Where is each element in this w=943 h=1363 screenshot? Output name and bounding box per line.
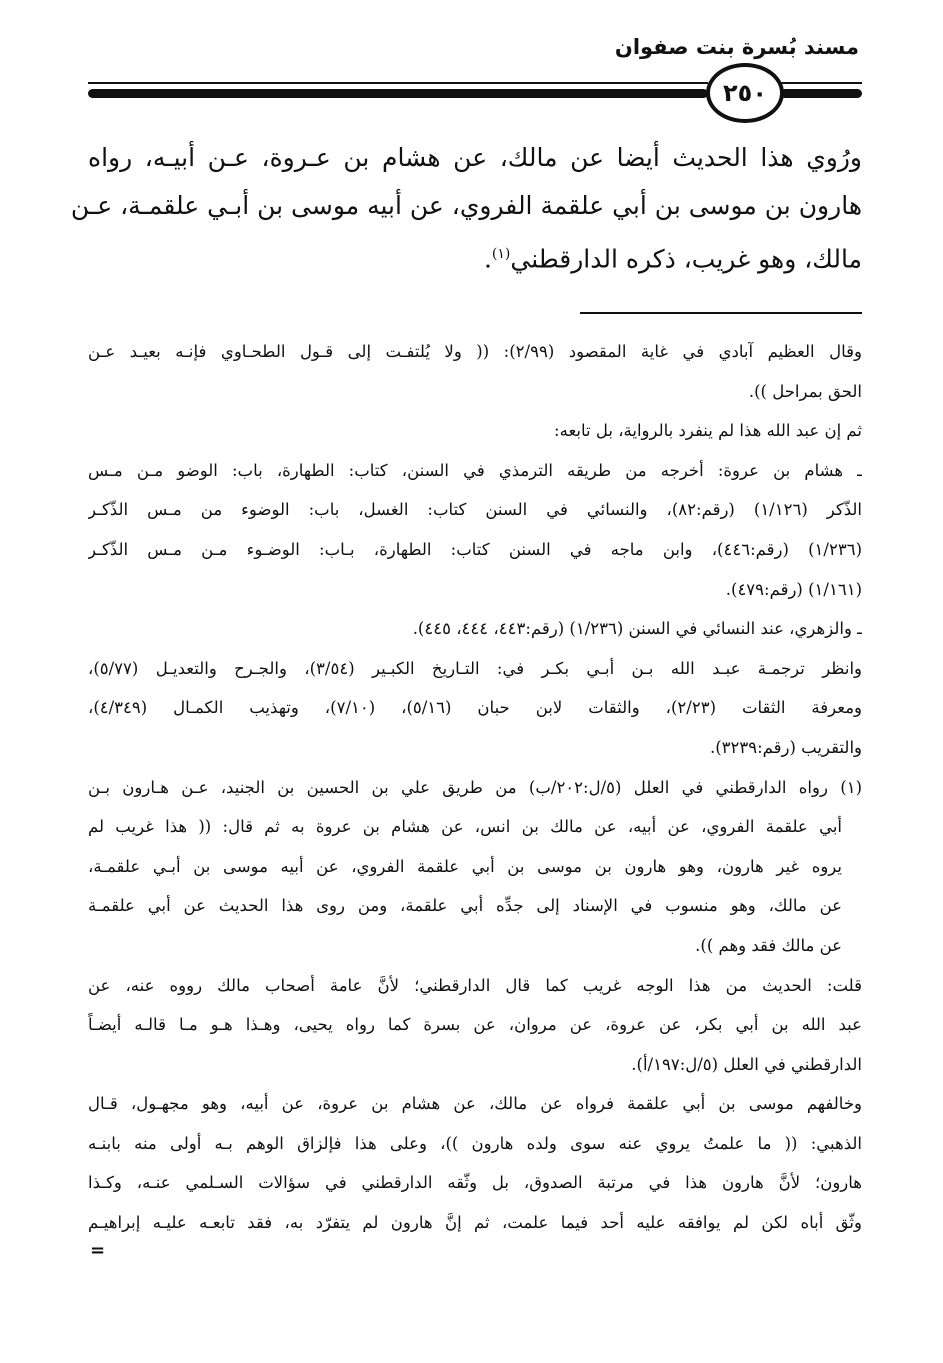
footnote-1-line: (١) رواه الدارقطني في العلل (٥/ل:٢٠٢/ب) من طريق علي بن الحسين بن الجنيد، عـن هـارون بـن (88, 777, 862, 797)
main-text-line-content: مالك، وهو غريب، ذكره الدارقطني (510, 244, 862, 274)
header-rule-thick-right (780, 89, 862, 98)
footnote-line: الذهبي: (( ما علمتُ يروي عنه سوى ولده هارون ))، وعلى هذا فإلزاق الوهم بـه أولى منه بابنـه (88, 1133, 862, 1153)
footnote-line: ـ هشام بن عروة: أخرجه من طريقه الترمذي في السنن، كتاب: الطهارة، باب: الوضو مـن مـس (88, 460, 862, 480)
footnote-1-line: أبي علقمة الفروي، عن أبيه، عن مالك بن انس، عن هشام بن عروة به ثم قال: (( هذا غريب لم (88, 817, 842, 837)
main-text (70, 134, 862, 278)
footnote-line: قلت: الحديث من هذا الوجه غريب كما قال الدارقطني؛ لأنَّ عامة أصحاب مالك رووه عنه، عن (88, 975, 862, 995)
footnote-line: (١/١٦١) (رقم:٤٧٩). (725, 579, 862, 599)
footnote-1-line: عن مالك فقد وهم )). (695, 935, 842, 955)
footnote-line: وقال العظيم آبادي في غاية المقصود (٢/٩٩): (( ولا يُلتفـت إلى قـول الطحـاوي فإنـه بعيـد عـن (88, 342, 862, 361)
footnote-line: ـ والزهري، عند النسائي في السنن (١/٢٣٦) (رقم:٤٤٣، ٤٤٤، ٤٤٥). (412, 619, 862, 639)
footnote-line: عبد الله بن أبي بكر، عن عروة، عن مروان، عن بسرة كما رواه يحيى، وهـذا هـو مـا قالـه أيضـاً (88, 1015, 862, 1035)
header-rule-thin (88, 82, 708, 84)
footnote-line: وثّق أباه لكن لم يوافقه عليه أحد فيما علمت، ثم إنَّ هارون لم يتفرّد به، فقد تابعـه عليـه إبراهيـم (88, 1213, 862, 1233)
main-text-line: هارون بن موسى بن أبي علقمة الفروي، عن أبيه موسى بن أبـي علقمـة، عـن (70, 191, 862, 220)
footnote-line: (١/٢٣٦) (رقم:٤٤٦)، وابن ماجه في السنن كتاب: الطهارة، بـاب: الوضـوء مـن مـس الذّكـر (88, 539, 862, 559)
header-rule-thin-right (780, 82, 862, 84)
footnote-1-line: يروه غير هارون، وهو هارون بن موسى بن أبي علقمة الفروي، عن أبيه موسى بن أبـي علقمـة، (88, 856, 842, 876)
footnote-reference[interactable]: (١) (491, 246, 511, 262)
header-rule-thick (88, 89, 708, 98)
footnote-line: الحق بمراحل )). (748, 381, 862, 401)
footnote-line: ثم إن عبد الله هذا لم ينفرد بالرواية، بل تابعه: (554, 421, 862, 441)
footnote-line: وانظر ترجمـة عبـد الله بـن أبـي بكـر في: التـاريخ الكبـير (٣/٥٤)، والجـرح والتعديـل (٥/٧٧)، (88, 658, 862, 678)
end-punctuation: . (483, 244, 492, 274)
footnote-line: والتقريب (رقم:٣٢٣٩). (709, 737, 862, 757)
page-number: ٢٥٠ (706, 63, 784, 123)
continuation-mark: = (90, 1240, 106, 1261)
running-title: مسند بُسرة بنت صفوان (614, 35, 859, 59)
footnote-line: الدارقطني في العلل (٥/ل:١٩٧/أ). (631, 1054, 862, 1074)
footnote-line: وخالفهم موسى بن أبي علقمة فرواه عن مالك، عن هشام بن عروة، عن أبيه، وهو مجهـول، قـال (88, 1094, 862, 1114)
footnote-separator (580, 312, 862, 314)
footnote-line: ومعرفة الثقات (٢/٢٣)، والثقات لابن حبان (٥/١٦)، (٧/١٠)، وتهذيب الكمـال (٤/٣٤٩)، (88, 698, 862, 718)
footnotes (88, 332, 862, 1243)
footnote-line: الذّكر (١/١٢٦) (رقم:٨٢)، والنسائي في السنن كتاب: الغسل، باب: الوضوء من مـس الذّكـر (88, 500, 862, 520)
footnote-1-line: عن مالك، وهو منسوب في الإسناد إلى جدِّه أبي علقمة، ومن روى هذا الحديث عن أبي علقمـة (88, 896, 842, 916)
main-text-line: ورُوي هذا الحديث أيضا عن مالك، عن هشام بن عـروة، عـن أبيـه، رواه (88, 143, 862, 172)
main-text-line (88, 230, 862, 278)
footnote-line: هارون؛ لأنَّ هارون هذا في مرتبة الصدوق، بل وثّقه الدارقطني في سؤالات السـلمي عنـه، وكـذا (88, 1173, 862, 1193)
